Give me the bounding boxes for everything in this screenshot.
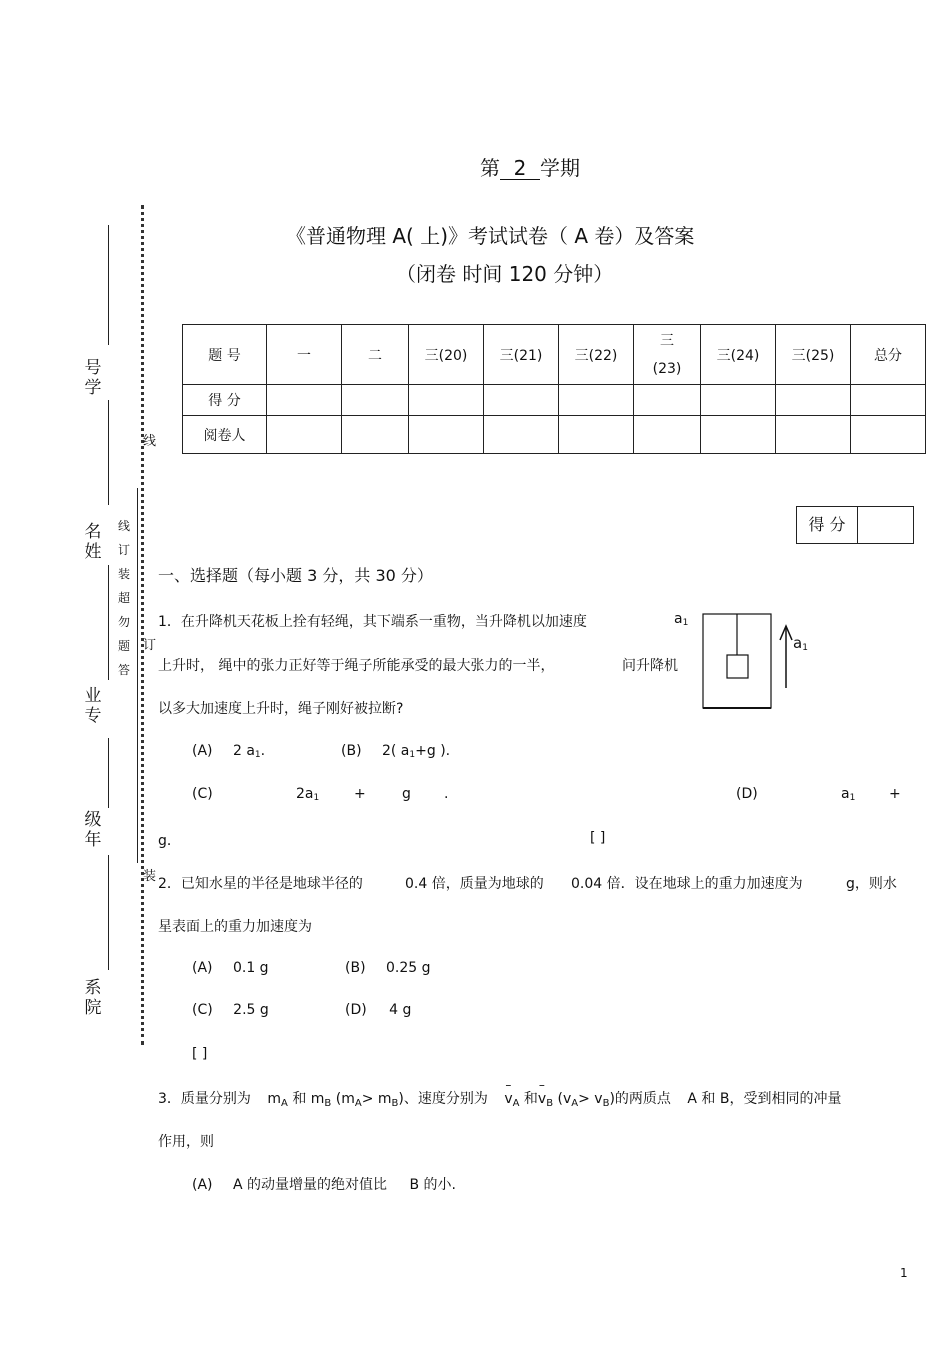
header-cell: 二 xyxy=(342,325,409,385)
vector-vb: – v xyxy=(538,1091,546,1107)
score-box-label: 得 分 xyxy=(797,507,858,543)
header-cell: 三 (23) xyxy=(634,325,701,385)
q1-option-c-plus: + xyxy=(354,786,366,802)
row-label: 阅卷人 xyxy=(183,416,267,454)
q1-accel-symbol: $a_1$ xyxy=(674,611,689,628)
score-cell[interactable] xyxy=(559,385,634,416)
field-name: 名姓 xyxy=(84,522,102,562)
binding-mark-bind: 装 xyxy=(143,869,157,884)
score-cell[interactable] xyxy=(342,385,409,416)
score-cell[interactable] xyxy=(851,385,926,416)
grader-cell[interactable] xyxy=(634,416,701,454)
binding-line-5 xyxy=(108,855,109,970)
q3-line1: 3．质量分别为 $m_A$ 和 $m_B$ $(m_A> m_B)$、速度分别为 – $v_A$ 和– $v_B$ $(v_A> v_B)$的两质点 A 和 B，受到相同的冲量 xyxy=(158,1088,841,1109)
exam-subtitle: （闭卷 时间 120 分钟） xyxy=(396,262,614,286)
grader-cell[interactable] xyxy=(267,416,342,454)
weight-block xyxy=(727,655,748,678)
field-grade: 级年 xyxy=(84,810,102,850)
vector-va: – v xyxy=(504,1091,512,1107)
header-cell: 一 xyxy=(267,325,342,385)
binding-line-4 xyxy=(108,738,109,808)
score-box-value[interactable] xyxy=(858,507,913,543)
page-number: 1 xyxy=(900,1266,908,1280)
grader-cell[interactable] xyxy=(851,416,926,454)
q2-line2: 星表面上的重力加速度为 xyxy=(158,919,312,935)
field-major: 业专 xyxy=(84,686,102,726)
q1-option-d-end: g． xyxy=(158,833,181,849)
semester-number: 2 xyxy=(500,157,540,180)
q2-line1c: 0.04 倍．设在地球上的重力加速度为 xyxy=(571,876,803,892)
score-cell[interactable] xyxy=(267,385,342,416)
header-cell: 三(21) xyxy=(484,325,559,385)
score-cell[interactable] xyxy=(776,385,851,416)
section-score-box xyxy=(796,506,914,544)
q1-option-d-plus: + xyxy=(889,786,901,802)
row-label: 得 分 xyxy=(183,385,267,416)
semester-title xyxy=(480,152,580,181)
q1-line2a: 上升时， 绳中的张力正好等于绳子所能承受的最大张力的一半， xyxy=(158,658,555,674)
header-cell: 总分 xyxy=(851,325,926,385)
header-cell: 题 号 xyxy=(183,325,267,385)
section-title: 一、选择题（每小题 3 分，共 30 分） xyxy=(158,566,433,585)
score-table xyxy=(182,324,926,454)
fig-accel-label: $a_1$ xyxy=(793,634,808,653)
q1-option-a: (A) 2 $a_1$. xyxy=(192,743,266,760)
q1-option-c-g: g xyxy=(402,786,411,802)
q3-line2: 作用，则 xyxy=(158,1134,214,1150)
header-cell: 三(20) xyxy=(409,325,484,385)
score-row xyxy=(183,385,926,416)
grader-cell[interactable] xyxy=(776,416,851,454)
score-cell[interactable] xyxy=(701,385,776,416)
q1-option-d-term: $a_1$ xyxy=(841,786,856,803)
score-cell[interactable] xyxy=(409,385,484,416)
elevator-figure xyxy=(700,612,820,712)
semester-suffix: 学期 xyxy=(540,156,580,180)
q2-option-c: (C) 2.5 g xyxy=(192,1002,269,1018)
grader-cell[interactable] xyxy=(342,416,409,454)
grader-row xyxy=(183,416,926,454)
semester-prefix: 第 xyxy=(480,156,500,180)
binding-line-2 xyxy=(108,400,109,505)
q1-option-c-term: $2a_1$ xyxy=(296,786,320,803)
binding-mark-line: 线 xyxy=(143,434,157,449)
binding-line-1 xyxy=(108,225,109,345)
q1-line1: 1．在升降机天花板上拴有轻绳，其下端系一重物，当升降机以加速度 xyxy=(158,614,587,630)
q1-answer-bracket[interactable]: [ ] xyxy=(590,830,606,846)
q2-option-a: (A) 0.1 g xyxy=(192,960,269,976)
q2-line1d: g，则水 xyxy=(846,876,897,892)
exam-title: 《普通物理 A( 上)》考试试卷（ A 卷）及答案 xyxy=(286,224,695,248)
binding-dotted-line xyxy=(141,205,144,1045)
q1-line2b: 问升降机 xyxy=(622,658,678,674)
grader-cell[interactable] xyxy=(559,416,634,454)
binding-line-3 xyxy=(108,565,109,680)
q1-option-c-label: (C) xyxy=(192,786,213,802)
q2-answer-bracket[interactable]: [ ] xyxy=(192,1046,208,1062)
grader-cell[interactable] xyxy=(409,416,484,454)
grader-cell[interactable] xyxy=(701,416,776,454)
binding-vertical-line xyxy=(137,488,138,863)
q2-option-b: (B) 0.25 g xyxy=(345,960,431,976)
binding-warning: 线 订 装 超 勿 题 答 xyxy=(117,519,130,677)
q1-option-b: (B) 2( $a_1+g$ ). xyxy=(341,743,451,760)
q1-option-c-dot: . xyxy=(444,786,449,802)
field-department: 系院 xyxy=(84,978,102,1018)
header-cell: 三(24) xyxy=(701,325,776,385)
q1-line3: 以多大加速度上升时，绳子刚好被拉断? xyxy=(158,701,404,717)
q1-option-d-label: (D) xyxy=(736,786,758,802)
header-cell: 三(22) xyxy=(559,325,634,385)
q2-line1b: 0.4 倍，质量为地球的 xyxy=(405,876,544,892)
q3-option-a: (A) A 的动量增量的绝对值比 B 的小. xyxy=(192,1177,456,1193)
q2-option-d: (D) 4 g xyxy=(345,1002,412,1018)
score-table-header xyxy=(183,325,926,385)
q2-line1a: 2．已知水星的半径是地球半径的 xyxy=(158,876,363,892)
score-cell[interactable] xyxy=(634,385,701,416)
field-student-id: 号学 xyxy=(84,358,102,398)
score-cell[interactable] xyxy=(484,385,559,416)
binding-mark-staple: 订 xyxy=(143,638,157,653)
grader-cell[interactable] xyxy=(484,416,559,454)
header-cell: 三(25) xyxy=(776,325,851,385)
